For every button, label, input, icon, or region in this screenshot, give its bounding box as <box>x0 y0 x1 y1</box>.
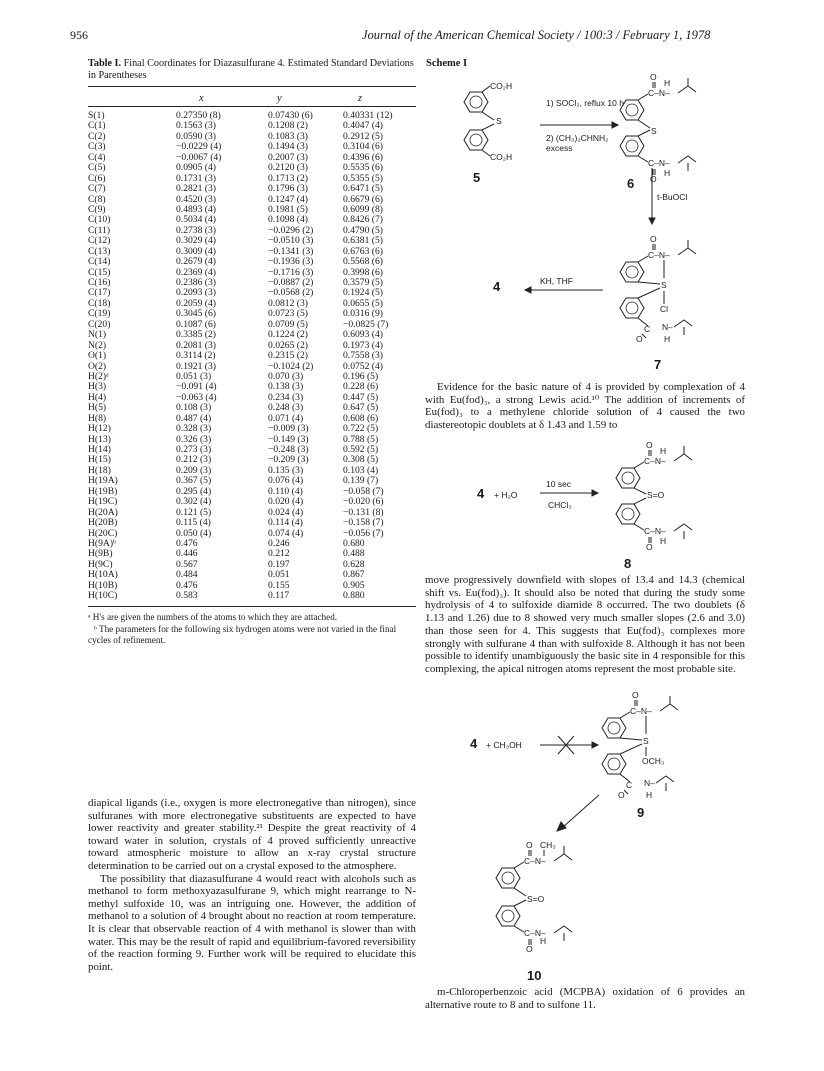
compound-label-6: 6 <box>627 176 635 191</box>
y-value: 0.0812 (3) <box>268 297 308 309</box>
atom-label: H(20C) <box>88 527 118 539</box>
svg-text:O: O <box>618 790 625 800</box>
x-value: 0.583 <box>176 590 198 602</box>
z-value: 0.905 <box>343 579 365 591</box>
svg-text:H: H <box>664 334 671 344</box>
x-value: 0.476 <box>176 537 198 549</box>
svg-text:C–N–: C–N– <box>524 856 546 866</box>
x-value: 0.3045 (6) <box>176 308 216 320</box>
col-header-x: x <box>199 93 204 104</box>
svg-text:O: O <box>526 944 533 954</box>
right-paragraph-1-text: Evidence for the basic nature of 4 is provided by complexation of 4 with Eu(fod)₃, a strong Lewis acid.¹⁰ The addition of increments of Eu(fod)₃ to a methylene chloride solution of 4 caused the two diastereotopic doublets at δ 1.43 and 1.59 to <box>425 381 745 432</box>
right-paragraph-1 <box>425 381 745 432</box>
col-header-z: z <box>358 93 363 104</box>
y-value: 0.197 <box>268 558 290 570</box>
y-value: 0.051 <box>268 569 290 581</box>
z-value: 0.103 (4) <box>343 464 379 476</box>
svg-text:H: H <box>664 78 671 88</box>
structure-compound-6 <box>618 72 728 182</box>
z-value: 0.6679 (6) <box>343 193 383 205</box>
svg-text:O: O <box>650 174 657 184</box>
svg-text:S: S <box>496 116 502 126</box>
z-value: −0.0825 (7) <box>343 318 389 330</box>
y-value: 0.1713 (2) <box>268 172 308 184</box>
water-reagent: + H₂O <box>494 490 518 500</box>
svg-text:C: C <box>626 780 633 790</box>
svg-text:O: O <box>646 440 653 450</box>
structure-compound-8 <box>614 440 724 550</box>
atom-label: H(19B) <box>88 485 118 497</box>
x-value: 0.2679 (4) <box>176 256 216 268</box>
atom-label: C(3) <box>88 141 106 153</box>
right-paragraph-2 <box>425 574 745 676</box>
z-value: 0.4396 (6) <box>343 151 383 163</box>
x-value: 0.2081 (3) <box>176 339 216 351</box>
atom-label: C(12) <box>88 235 111 247</box>
z-value: 0.308 (5) <box>343 454 379 466</box>
reagent-tbuocl: t-BuOCl <box>657 192 688 202</box>
svg-text:CH₃: CH₃ <box>540 840 556 850</box>
z-value: 0.4047 (4) <box>343 120 383 132</box>
methanol-reagent: + CH₃OH <box>486 740 522 750</box>
atom-label: C(10) <box>88 214 111 226</box>
table-row <box>88 581 418 591</box>
table-row <box>88 570 418 580</box>
svg-text:H: H <box>646 790 653 800</box>
atom-label: H(9C) <box>88 558 113 570</box>
x-value: 0.1563 (3) <box>176 120 216 132</box>
y-value: 0.1981 (5) <box>268 203 308 215</box>
y-value: −0.0296 (2) <box>268 224 314 236</box>
condition-time: 10 sec <box>546 479 572 489</box>
x-value: 0.5034 (4) <box>176 214 216 226</box>
x-value: 0.487 (4) <box>176 412 212 424</box>
atom-label: C(18) <box>88 297 111 309</box>
z-value: −0.058 (7) <box>343 485 384 497</box>
z-value: 0.4790 (5) <box>343 224 383 236</box>
x-value: 0.3114 (2) <box>176 350 216 362</box>
x-value: 0.108 (3) <box>176 402 212 414</box>
atom-label: H(12) <box>88 423 111 435</box>
z-value: 0.40331 (12) <box>343 110 393 121</box>
atom-label: H(20B) <box>88 517 118 529</box>
compound-label-10: 10 <box>527 968 542 983</box>
z-value: 0.880 <box>343 590 365 602</box>
y-value: 0.1247 (4) <box>268 193 308 205</box>
z-value: 0.488 <box>343 548 365 560</box>
arrow-6-to-7 <box>647 168 657 228</box>
atom-label: C(19) <box>88 308 111 320</box>
x-value: 0.567 <box>176 558 198 570</box>
y-value: 0.1224 (2) <box>268 329 308 341</box>
z-value: −0.056 (7) <box>343 527 384 539</box>
z-value: 0.647 (5) <box>343 402 379 414</box>
x-value: 0.0590 (3) <box>176 130 216 142</box>
x-value: 0.4893 (4) <box>176 203 216 215</box>
svg-text:CO₂H: CO₂H <box>490 152 513 162</box>
z-value: 0.6099 (8) <box>343 203 383 215</box>
table-bottom-rule <box>88 606 416 607</box>
y-value: 0.1796 (3) <box>268 183 308 195</box>
z-value: 0.5355 (5) <box>343 172 383 184</box>
svg-text:C–N–: C–N– <box>648 88 670 98</box>
structure-compound-10 <box>494 840 604 960</box>
svg-text:H: H <box>664 168 671 178</box>
y-value: 0.1083 (3) <box>268 130 308 142</box>
atom-label: C(4) <box>88 151 106 163</box>
y-value: −0.0887 (2) <box>268 277 314 288</box>
x-value: 0.484 <box>176 569 198 581</box>
y-value: 0.2120 (3) <box>268 162 308 174</box>
x-value: 0.2386 (3) <box>176 277 216 288</box>
y-value: 0.07430 (6) <box>268 110 313 121</box>
structure-compound-7 <box>618 234 728 354</box>
x-value: 0.302 (4) <box>176 496 212 508</box>
atom-label: C(5) <box>88 162 106 174</box>
z-value: 0.628 <box>343 558 365 570</box>
x-value: 0.1921 (3) <box>176 360 216 372</box>
y-value: 0.138 (3) <box>268 381 304 393</box>
z-value: −0.131 (8) <box>343 506 384 518</box>
table-row <box>88 351 418 361</box>
z-value: 0.0655 (5) <box>343 297 383 309</box>
z-value: 0.8426 (7) <box>343 214 383 226</box>
structure-compound-5 <box>448 82 528 162</box>
atom-label: H(9A)ᵇ <box>88 537 117 549</box>
svg-text:C–N–: C–N– <box>648 158 670 168</box>
journal-header: Journal of the American Chemical Society / 100:3 / February 1, 1978 <box>362 28 711 42</box>
reagent-step-1: 1) SOCl₂, reflux 10 h <box>546 98 624 108</box>
x-value: 0.446 <box>176 548 198 560</box>
table-caption <box>88 58 418 83</box>
compound-label-7: 7 <box>654 357 662 372</box>
z-value: 0.788 (5) <box>343 433 379 445</box>
x-value: 0.27350 (8) <box>176 110 221 121</box>
atom-label: N(2) <box>88 339 107 351</box>
blocked-arrow-4-to-9 <box>540 734 600 756</box>
x-value: 0.295 (4) <box>176 485 212 497</box>
x-value: 0.1731 (3) <box>176 172 216 184</box>
y-value: 0.070 (3) <box>268 370 304 382</box>
svg-text:C–N–: C–N– <box>630 706 652 716</box>
compound-label-4-first: 4 <box>493 279 501 294</box>
y-value: 0.1098 (4) <box>268 214 308 226</box>
arrow-9-to-10 <box>555 793 605 833</box>
arrow-5-to-6 <box>540 120 620 130</box>
svg-text:O: O <box>646 542 653 552</box>
atom-label: O(1) <box>88 350 107 362</box>
z-value: 0.680 <box>343 537 365 549</box>
footnote-b: ᵇ The parameters for the following six hydrogen atoms were not varied in the final cycles of refinement. <box>88 624 397 645</box>
coordinates-table <box>88 111 418 602</box>
y-value: 0.2007 (3) <box>268 151 308 163</box>
x-value: −0.0067 (4) <box>176 151 222 163</box>
x-value: 0.121 (5) <box>176 506 212 518</box>
z-value: 0.196 (5) <box>343 370 379 382</box>
z-value: 0.447 (5) <box>343 391 379 403</box>
atom-label: H(4) <box>88 391 107 403</box>
x-value: 0.273 (3) <box>176 444 212 455</box>
svg-text:O: O <box>650 234 657 244</box>
y-value: −0.009 (3) <box>268 423 309 435</box>
compound-label-4-third: 4 <box>470 736 478 751</box>
y-value: 0.110 (4) <box>268 485 303 497</box>
atom-label: C(7) <box>88 183 106 195</box>
svg-text:O: O <box>632 690 639 700</box>
z-value: 0.0752 (4) <box>343 360 383 372</box>
atom-label: C(11) <box>88 224 111 236</box>
y-value: −0.1024 (2) <box>268 360 314 372</box>
y-value: −0.1936 (3) <box>268 256 314 268</box>
x-value: −0.0229 (4) <box>176 141 222 153</box>
x-value: 0.051 (3) <box>176 370 212 382</box>
x-value: 0.115 (4) <box>176 517 211 529</box>
compound-label-8: 8 <box>624 556 632 571</box>
svg-text:C–N–: C–N– <box>644 526 666 536</box>
z-value: −0.020 (6) <box>343 496 384 508</box>
svg-text:C–N–: C–N– <box>648 250 670 260</box>
atom-label: C(16) <box>88 277 111 288</box>
left-paragraph-2: The possibility that diazasulfurane 4 would react with alcohols such as methanol to form methoxyazasulfurane 9, which might rearrange to N-methyl sulfoxide 10, was an intriguing one. However, the addition of methanol to a solution of 4 brought about no reaction at room temperature. It is clear that observable reaction of 4 with methanol is slower than with water. This may be the result of rapid and equilibrium-favored reversibility of the reaction forming 9. Further work will be required to elucidate this point. <box>88 872 416 973</box>
y-value: 0.248 (3) <box>268 402 304 414</box>
svg-text:N–: N– <box>644 778 655 788</box>
atom-label: H(10C) <box>88 590 118 602</box>
y-value: 0.2315 (2) <box>268 350 308 362</box>
svg-text:H: H <box>540 936 547 946</box>
y-value: −0.149 (3) <box>268 433 309 445</box>
footnote-a: ᵃ H's are given the numbers of the atoms to which they are attached. <box>88 612 338 622</box>
y-value: 0.155 <box>268 579 290 591</box>
condition-solvent: CHCl₃ <box>548 500 572 510</box>
z-value: 0.3998 (6) <box>343 266 383 278</box>
y-value: 0.117 <box>268 590 290 602</box>
z-value: 0.6763 (6) <box>343 245 383 257</box>
z-value: 0.6471 (5) <box>343 183 383 195</box>
svg-text:H: H <box>660 536 667 546</box>
atom-label: H(13) <box>88 433 111 445</box>
y-value: 0.246 <box>268 537 290 549</box>
svg-text:Cl: Cl <box>660 304 669 314</box>
x-value: 0.3009 (4) <box>176 245 216 257</box>
x-value: 0.0905 (4) <box>176 162 216 174</box>
svg-text:S=O: S=O <box>647 490 665 500</box>
col-header-y: y <box>277 93 282 104</box>
z-value: 0.3104 (6) <box>343 141 383 153</box>
atom-label: H(5) <box>88 402 107 414</box>
x-value: 0.3029 (4) <box>176 235 216 247</box>
svg-text:C–N–: C–N– <box>644 456 666 466</box>
z-value: −0.158 (7) <box>343 517 384 529</box>
z-value: 0.608 (6) <box>343 412 379 424</box>
atom-label: C(1) <box>88 120 106 132</box>
atom-label: H(19C) <box>88 496 118 508</box>
x-value: −0.063 (4) <box>176 391 217 403</box>
z-value: 0.592 (5) <box>343 444 379 455</box>
x-value: −0.091 (4) <box>176 381 217 393</box>
y-value: 0.074 (4) <box>268 527 304 539</box>
z-value: 0.0316 (9) <box>343 308 383 320</box>
x-value: 0.367 (5) <box>176 475 212 487</box>
atom-label: H(9B) <box>88 548 113 560</box>
atom-label: C(17) <box>88 287 111 299</box>
svg-text:S=O: S=O <box>527 894 545 904</box>
right-paragraph-3 <box>425 986 745 1011</box>
atom-label: H(15) <box>88 454 111 466</box>
x-value: 0.1087 (6) <box>176 318 216 330</box>
table-row <box>88 518 418 528</box>
y-value: 0.024 (4) <box>268 506 304 518</box>
x-value: 0.328 (3) <box>176 423 212 435</box>
atom-label: C(15) <box>88 266 111 278</box>
x-value: 0.209 (3) <box>176 464 212 476</box>
z-value: 0.139 (7) <box>343 475 379 487</box>
atom-label: H(20A) <box>88 506 118 518</box>
z-value: 0.7558 (3) <box>343 350 383 362</box>
reagent-kh-thf: KH, THF <box>540 276 573 286</box>
atom-label: C(14) <box>88 256 111 268</box>
y-value: 0.020 (4) <box>268 496 304 508</box>
y-value: 0.0265 (2) <box>268 339 308 351</box>
x-value: 0.050 (4) <box>176 527 212 539</box>
svg-text:O: O <box>526 840 533 850</box>
table-row <box>88 591 418 601</box>
table-row <box>88 184 418 194</box>
svg-text:CO₂H: CO₂H <box>490 81 513 91</box>
x-value: 0.2738 (3) <box>176 224 216 236</box>
svg-text:C: C <box>644 324 651 334</box>
atom-label: C(13) <box>88 245 111 257</box>
atom-label: H(18) <box>88 464 111 476</box>
compound-label-4-second: 4 <box>477 486 485 501</box>
svg-text:S: S <box>651 126 657 136</box>
table-row <box>88 560 418 570</box>
svg-text:H: H <box>660 446 667 456</box>
table-row <box>88 424 418 434</box>
atom-label: C(6) <box>88 172 106 184</box>
z-value: 0.5535 (6) <box>343 162 383 174</box>
table-caption-text: Final Coordinates for Diazasulfurane 4. Estimated Standard Deviations in Parentheses <box>88 58 414 82</box>
x-value: 0.3385 (2) <box>176 329 216 341</box>
svg-text:OCH₃: OCH₃ <box>642 756 665 766</box>
y-value: −0.209 (3) <box>268 454 309 466</box>
z-value: 0.6381 (5) <box>343 235 383 247</box>
arrow-7-to-4 <box>525 285 605 295</box>
z-value: 0.6093 (4) <box>343 329 383 341</box>
svg-text:O: O <box>636 334 643 344</box>
svg-text:C–N–: C–N– <box>524 928 546 938</box>
atom-label: C(20) <box>88 318 111 330</box>
x-value: 0.2093 (3) <box>176 287 216 299</box>
x-value: 0.212 (3) <box>176 454 212 466</box>
y-value: 0.076 (4) <box>268 475 304 487</box>
arrow-4-to-8 <box>540 488 600 498</box>
left-body-text <box>88 797 416 973</box>
svg-text:S: S <box>661 280 667 290</box>
svg-text:O: O <box>650 72 657 82</box>
z-value: 0.2912 (5) <box>343 130 383 142</box>
page-number: 956 <box>70 28 88 42</box>
svg-text:S: S <box>643 736 649 746</box>
x-value: 0.4520 (3) <box>176 193 216 205</box>
atom-label: N(1) <box>88 329 107 341</box>
svg-text:N–: N– <box>662 322 673 332</box>
atom-label: H(14) <box>88 444 111 455</box>
atom-label: C(9) <box>88 203 106 215</box>
z-value: 0.228 (6) <box>343 381 379 393</box>
table-top-rule <box>88 86 416 87</box>
right-paragraph-3-text: m-Chloroperbenzoic acid (MCPBA) oxidation of 6 provides an alternative route to 8 and to sulfone 11. <box>425 986 745 1011</box>
z-value: 0.1924 (5) <box>343 287 383 299</box>
x-value: 0.2059 (4) <box>176 297 216 309</box>
y-value: −0.0568 (2) <box>268 287 314 299</box>
y-value: 0.071 (4) <box>268 412 304 424</box>
compound-label-5: 5 <box>473 170 481 185</box>
z-value: 0.1973 (4) <box>343 339 383 351</box>
z-value: 0.722 (5) <box>343 423 379 435</box>
y-value: −0.1716 (3) <box>268 266 314 278</box>
atom-label: H(3) <box>88 381 107 393</box>
table-row <box>88 549 418 559</box>
y-value: 0.135 (3) <box>268 464 304 476</box>
y-value: −0.1341 (3) <box>268 245 314 257</box>
table-label: Table I. <box>88 58 122 69</box>
x-value: 0.2821 (3) <box>176 183 216 195</box>
y-value: 0.234 (3) <box>268 391 304 403</box>
atom-label: H(8) <box>88 412 107 424</box>
y-value: −0.248 (3) <box>268 444 309 455</box>
table-header-rule <box>88 106 416 107</box>
reagent-step-2: 2) (CH₃)₂CHNH₂ excess <box>546 133 609 153</box>
left-paragraph-1: diapical ligands (i.e., oxygen is more electronegative than nitrogen), since sulfuranes with more electronegative substituents are expected to have lower reactivity and greater stability.²¹ Despite the great reactivity of 4 toward water in solution, crystals of 4 proved sufficiently unreactive toward atmospheric moisture to allow an x-ray crystal structure determination to be carried out on a crystal exposed to the atmosphere. <box>88 797 416 872</box>
y-value: 0.1494 (3) <box>268 141 308 153</box>
table-row <box>88 539 418 549</box>
x-value: 0.326 (3) <box>176 433 212 445</box>
x-value: 0.2369 (4) <box>176 266 216 278</box>
atom-label: O(2) <box>88 360 107 372</box>
z-value: 0.5568 (6) <box>343 256 383 268</box>
atom-label: C(2) <box>88 130 106 142</box>
structure-compound-9 <box>600 690 710 820</box>
z-value: 0.867 <box>343 569 365 581</box>
atom-label: H(10A) <box>88 569 118 581</box>
y-value: 0.0723 (5) <box>268 308 308 320</box>
atom-label: C(8) <box>88 193 106 205</box>
atom-label: H(2)ᵃ <box>88 370 109 382</box>
atom-label: H(10B) <box>88 579 118 591</box>
y-value: 0.212 <box>268 548 290 560</box>
table-row <box>88 529 418 539</box>
right-paragraph-2-text: move progressively downfield with slopes of 13.4 and 14.3 (chemical shift vs. Eu(fod)₃). It should also be noted that during the study some hydrolysis of 4 to sulfoxide diamide 8 occurred. The two doublets (δ 1.13 and 1.26) due to 8 showed very much smaller slopes (2.6 and 3.0) than those seen for 4. This suggests that Eu(fod)₃ complexes more strongly with sulfurane 4 than with sulfoxide 8. Although it has not been possible to identify unambiguously the basic site in 4 responsible for this complexing, the apical nitrogen atoms represent the most probable site. <box>425 574 745 675</box>
y-value: 0.114 (4) <box>268 517 303 529</box>
table-row <box>88 257 418 267</box>
z-value: 0.3579 (5) <box>343 277 383 288</box>
atom-label: S(1) <box>88 110 105 121</box>
scheme-label: Scheme I <box>426 58 468 69</box>
y-value: −0.0510 (3) <box>268 235 314 247</box>
y-value: 0.1208 (2) <box>268 120 308 132</box>
x-value: 0.476 <box>176 579 198 591</box>
compound-label-9: 9 <box>637 805 645 820</box>
atom-label: H(19A) <box>88 475 118 487</box>
y-value: 0.0709 (5) <box>268 318 308 330</box>
